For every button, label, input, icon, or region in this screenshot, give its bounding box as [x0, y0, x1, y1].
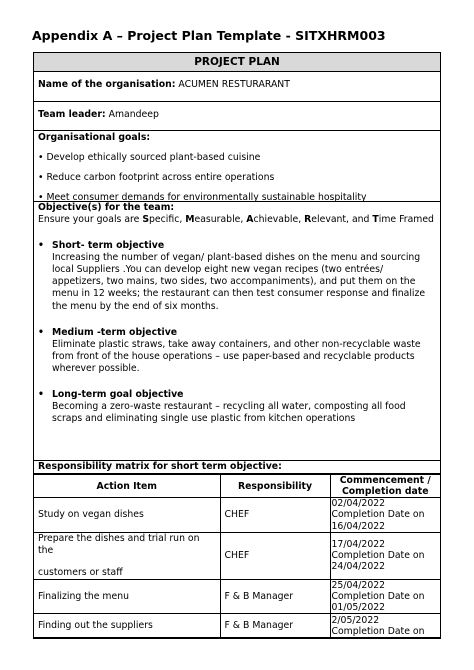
project-plan-frame	[33, 52, 441, 639]
dates-cell	[330, 614, 440, 638]
table-row	[34, 498, 440, 532]
smart-letter: S	[142, 214, 150, 226]
start-date: 02/04/2022	[331, 498, 386, 510]
smart-text: Ensure your goals are	[38, 214, 143, 226]
bullet-icon: •	[38, 240, 44, 252]
team-leader-label: Team leader:	[38, 109, 106, 120]
document-title: Appendix A – Project Plan Template - SITXHRM003	[32, 28, 386, 43]
start-date: 2/05/2022	[331, 614, 380, 626]
objective-body: Eliminate plastic straws, take away containers, and other non-recyclable waste from front of the house operations – use paper-based and recyclable products wherever possible.	[52, 338, 421, 374]
smart-text: elevant, and	[311, 214, 373, 226]
dates-header-line: Commencement /	[339, 475, 431, 486]
responsibility-header: Responsibility	[220, 475, 330, 498]
medium-term-objective	[38, 327, 436, 375]
completion-label: Completion Date on	[331, 625, 425, 637]
completion-label: Completion Date on	[331, 509, 425, 521]
table-header-row	[34, 475, 440, 498]
dates-cell	[330, 498, 440, 532]
responsibility-matrix-table	[34, 474, 440, 638]
goal-item: • Develop ethically sourced plant-based cuisine	[38, 152, 261, 164]
goals-label: Organisational goals:	[38, 132, 151, 143]
dates-header	[330, 475, 440, 498]
action-item-header: Action Item	[34, 475, 220, 498]
objective-title: Medium -term objective	[52, 326, 178, 338]
objective-title: Long-term goal objective	[52, 388, 184, 400]
smart-text: chievable,	[253, 214, 305, 226]
smart-letter: A	[246, 214, 254, 226]
long-term-objective	[38, 389, 436, 425]
completion-label: Completion Date on	[331, 590, 425, 602]
objective-body: Becoming a zero-waste restaurant – recycling all water, composting all food scraps and eliminating single use plastic from kitchen operations	[52, 401, 406, 425]
responsibility-cell: CHEF	[220, 498, 330, 532]
organisation-row	[34, 72, 440, 102]
objectives-label: Objective(s) for the team:	[38, 202, 175, 213]
smart-text: pecific,	[149, 214, 186, 226]
table-row	[34, 532, 440, 579]
action-text: customers or staff	[38, 566, 123, 578]
organisation-label: Name of the organisation:	[38, 79, 176, 90]
table-row	[34, 614, 440, 638]
smart-guideline	[38, 214, 436, 226]
objective-body: Increasing the number of vegan/ plant-based dishes on the menu and sourcing local Suppliers .You can develop eight new vegan recipes (two entrées/ appetizers, two mains, two sides, two accompaniments), and put them on the menu in 12 weeks; the restaurant can then test consumer response and finalize the menu by the end of six months.	[52, 252, 426, 312]
smart-letter: T	[372, 214, 379, 226]
organisational-goals-row	[34, 131, 440, 202]
project-plan-header: PROJECT PLAN	[34, 53, 440, 72]
organisation-value: ACUMEN RESTURARANT	[178, 79, 290, 90]
end-date: 24/04/2022	[331, 561, 386, 573]
responsibility-cell: F & B Manager	[220, 614, 330, 638]
responsibility-matrix-title: Responsibility matrix for short term objective:	[34, 461, 440, 474]
bullet-icon: •	[38, 388, 44, 400]
responsibility-cell: F & B Manager	[220, 579, 330, 613]
responsibility-cell: CHEF	[220, 532, 330, 579]
smart-text: easurable,	[194, 214, 247, 226]
objective-title: Short- term objective	[52, 240, 165, 252]
smart-text: ime Framed	[378, 214, 434, 226]
dates-header-line: Completion date	[341, 486, 429, 498]
end-date: 01/05/2022	[331, 602, 386, 614]
table-row	[34, 579, 440, 613]
start-date: 17/04/2022	[331, 539, 386, 551]
dates-cell	[330, 579, 440, 613]
action-text: Prepare the dishes and trial run on the	[38, 533, 200, 556]
smart-letter: R	[304, 214, 312, 226]
smart-letter: M	[185, 214, 195, 226]
team-leader-row	[34, 102, 440, 131]
goal-item: • Reduce carbon footprint across entire operations	[38, 172, 275, 184]
action-cell: Finalizing the menu	[34, 579, 220, 613]
action-cell: Finding out the suppliers	[34, 614, 220, 638]
action-cell: Study on vegan dishes	[34, 498, 220, 532]
completion-label: Completion Date on	[331, 550, 425, 562]
team-leader-value: Amandeep	[108, 109, 159, 120]
end-date: 16/04/2022	[331, 520, 386, 532]
start-date: 25/04/2022	[331, 579, 386, 591]
goal-item: • Meet consumer demands for environmentally sustainable hospitality	[38, 192, 367, 204]
action-cell	[34, 532, 220, 579]
dates-cell	[330, 532, 440, 579]
short-term-objective	[38, 240, 436, 312]
team-objectives-row	[34, 202, 440, 461]
bullet-icon: •	[38, 326, 44, 338]
